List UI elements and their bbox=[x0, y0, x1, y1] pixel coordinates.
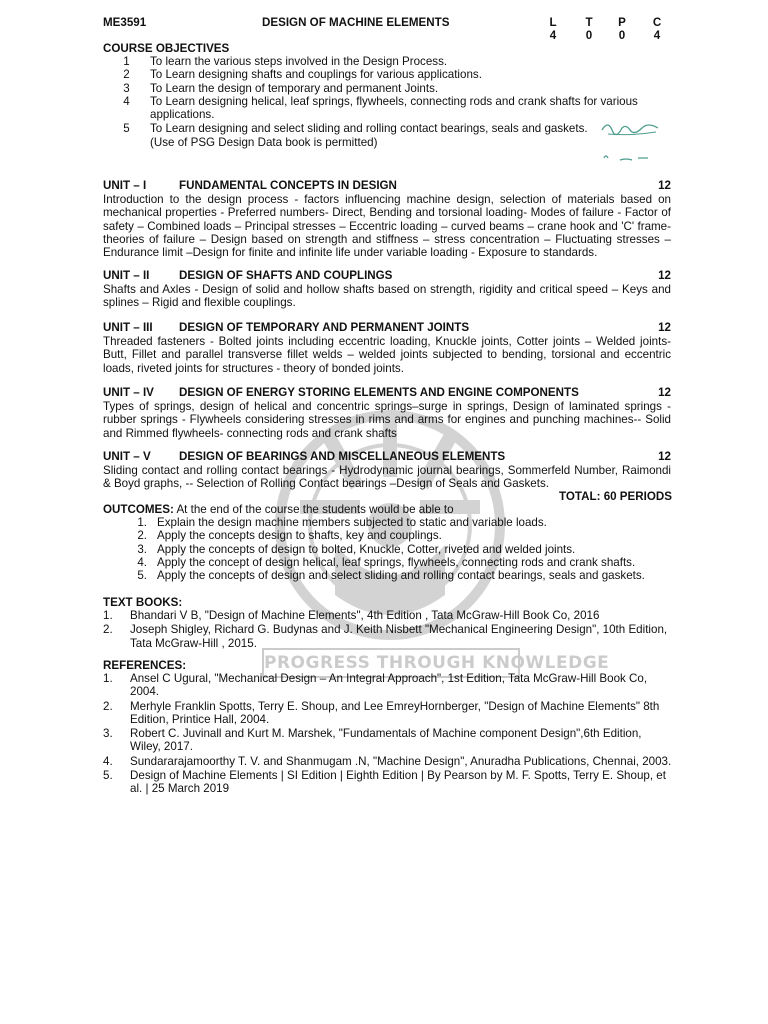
unit-title: DESIGN OF TEMPORARY AND PERMANENT JOINTS bbox=[179, 321, 470, 334]
unit-2 bbox=[103, 269, 671, 310]
unit-hours: 12 bbox=[658, 450, 671, 463]
outcomes-heading: OUTCOMES: bbox=[103, 503, 174, 516]
unit-hours: 12 bbox=[658, 321, 671, 334]
ltpc-label: T bbox=[585, 16, 593, 29]
list-item bbox=[103, 55, 663, 68]
objectives-list bbox=[103, 55, 663, 149]
ltpc-value: 4 bbox=[549, 29, 557, 42]
ltpc-c bbox=[650, 16, 664, 42]
references-list bbox=[103, 672, 673, 796]
item-number: 4 bbox=[123, 94, 130, 108]
ltpc-label: C bbox=[652, 16, 662, 29]
item-number: 2. bbox=[103, 699, 113, 713]
list-item bbox=[103, 122, 663, 135]
list-item bbox=[103, 543, 663, 556]
unit-number: UNIT – V bbox=[103, 450, 151, 463]
unit-hours: 12 bbox=[658, 386, 671, 399]
item-text: To Learn the design of temporary and permanent Joints. bbox=[150, 81, 439, 95]
objectives-note: (Use of PSG Design Data book is permitted) bbox=[150, 135, 378, 149]
item-number: 2. bbox=[137, 529, 147, 543]
ltpc-p bbox=[615, 16, 629, 42]
list-item bbox=[103, 82, 663, 95]
ltpc-value: 4 bbox=[653, 29, 661, 42]
ltpc-value: 0 bbox=[618, 29, 626, 42]
item-text: Apply the concepts of design and select sliding and rolling contact bearings, seals and gaskets. bbox=[157, 569, 645, 583]
item-text: Bhandari V B, "Design of Machine Elements", 4th Edition , Tata McGraw-Hill Book Co, 2016 bbox=[130, 609, 600, 622]
outcomes-list bbox=[103, 516, 663, 582]
unit-content: Introduction to the design process - factors influencing machine design, selection of materials based on mechanical properties - Preferred numbers- Direct, Bending and torsional loading- Modes of failure - Factor of safety – Combined loads – Principal stresses – Eccentric loading – curved beams – crane hook and 'C' frame- theories of failure – Design based on strength and stiffness – stress concentration – Fluctuating stresses – Endurance limit –Design for finite and infinite life under variable loading - Exposure to standards. bbox=[103, 193, 671, 260]
item-text: Joseph Shigley, Richard G. Budynas and J. Keith Nisbett "Mechanical Engineering Design", 10th Edition, Tata McGraw-Hill , 2015. bbox=[130, 623, 668, 650]
item-number: 5. bbox=[137, 569, 147, 583]
item-text: Robert C. Juvinall and Kurt M. Marshek, "Fundamentals of Machine component Design",6th Edition, Wiley, 2017. bbox=[130, 727, 642, 754]
item-number: 3. bbox=[103, 727, 113, 741]
item-text: Explain the design machine members subjected to static and variable loads. bbox=[157, 516, 547, 529]
ltpc-l bbox=[546, 16, 560, 42]
objectives-heading: COURSE OBJECTIVES bbox=[103, 42, 230, 55]
item-number: 1. bbox=[137, 516, 147, 529]
item-text: Apply the concepts of design to bolted, Knuckle, Cotter, riveted and welded joints. bbox=[157, 542, 576, 556]
unit-1 bbox=[103, 179, 671, 259]
unit-hours: 12 bbox=[658, 269, 671, 282]
list-item bbox=[103, 516, 663, 529]
item-text: To learn the various steps involved in the Design Process. bbox=[150, 55, 448, 68]
ltpc-label: P bbox=[618, 16, 626, 29]
text-books-list bbox=[103, 609, 673, 650]
list-item bbox=[103, 556, 663, 569]
list-item bbox=[103, 529, 663, 542]
unit-content: Shafts and Axles - Design of solid and hollow shafts based on strength, rigidity and critical speed – Keys and splines – Rigid and flexible couplings. bbox=[103, 283, 671, 310]
course-code: ME3591 bbox=[103, 16, 147, 29]
list-item bbox=[103, 609, 673, 622]
item-text: Design of Machine Elements | SI Edition | Eighth Edition | By Pearson by M. F. Spotts, Terry E. Shoup, et al. | 25 March 2019 bbox=[130, 769, 666, 796]
item-text: To Learn designing shafts and couplings for various applications. bbox=[150, 68, 482, 82]
unit-3 bbox=[103, 321, 671, 375]
list-item bbox=[103, 623, 673, 650]
unit-content: Threaded fasteners - Bolted joints including eccentric loading, Knuckle joints, Cotter joints – Welded joints- Butt, Fillet and parallel transverse fillet welds – welded joints subjected to bending, torsional and eccentric loads, riveted joints for structures - theory of bonded joints. bbox=[103, 335, 671, 375]
item-number: 4. bbox=[137, 555, 147, 569]
outcomes-intro bbox=[103, 503, 663, 516]
text-books-heading: TEXT BOOKS: bbox=[103, 596, 183, 609]
unit-title: DESIGN OF SHAFTS AND COUPLINGS bbox=[179, 269, 393, 282]
ltpc-value: 0 bbox=[585, 29, 593, 42]
total-periods: TOTAL: 60 PERIODS bbox=[559, 490, 672, 503]
item-text: Sundararajamoorthy T. V. and Shanmugam .N, "Machine Design", Anuradha Publications, Chennai, 2003. bbox=[130, 754, 672, 768]
item-number: 1 bbox=[123, 55, 130, 68]
unit-heading bbox=[103, 179, 671, 193]
unit-title: FUNDAMENTAL CONCEPTS IN DESIGN bbox=[179, 179, 397, 192]
item-number: 4. bbox=[103, 754, 113, 768]
item-text: Ansel C Ugural, "Mechanical Design – An Integral Approach", 1st Edition, Tata McGraw-Hill Book Co, 2004. bbox=[130, 672, 648, 699]
course-title: DESIGN OF MACHINE ELEMENTS bbox=[262, 16, 450, 29]
item-number: 3. bbox=[137, 542, 147, 556]
item-number: 2 bbox=[123, 68, 130, 82]
watermark-motto: PROGRESS THROUGH KNOWLEDGE bbox=[262, 648, 520, 678]
unit-title: DESIGN OF BEARINGS AND MISCELLANEOUS ELEMENTS bbox=[179, 450, 506, 463]
item-text: Merhyle Franklin Spotts, Terry E. Shoup, and Lee EmreyHornberger, "Design of Machine Elements" 8th Edition, Printice Hall, 2004. bbox=[130, 699, 660, 726]
item-text: To Learn designing helical, leaf springs, flywheels, connecting rods and crank shafts for various applications. bbox=[150, 94, 638, 122]
unit-content: Types of springs, design of helical and concentric springs–surge in springs, Design of laminated springs - rubber springs - Flywheels considering stresses in rims and arms for engines and punching machines-- Solid and Rimmed flywheels- connecting rods and crank shafts bbox=[103, 400, 671, 440]
references-heading: REFERENCES: bbox=[103, 659, 187, 672]
unit-heading bbox=[103, 321, 671, 335]
item-number: 1. bbox=[103, 609, 113, 622]
item-number: 5 bbox=[123, 122, 130, 136]
list-item bbox=[103, 769, 673, 796]
outcomes-intro-text: At the end of the course the students would be able to bbox=[173, 503, 454, 516]
list-item bbox=[103, 95, 663, 122]
unit-heading bbox=[103, 386, 671, 400]
list-item bbox=[103, 727, 673, 754]
unit-number: UNIT – II bbox=[103, 269, 150, 282]
item-text: To Learn designing and select sliding and rolling contact bearings, seals and gaskets. bbox=[150, 122, 588, 136]
unit-5 bbox=[103, 450, 671, 491]
item-number: 5. bbox=[103, 769, 113, 783]
ltpc-label: L bbox=[549, 16, 557, 29]
unit-number: UNIT – III bbox=[103, 321, 153, 334]
unit-4 bbox=[103, 386, 671, 440]
unit-heading bbox=[103, 450, 671, 464]
item-text: Apply the concepts design to shafts, key and couplings. bbox=[157, 529, 442, 543]
item-number: 2. bbox=[103, 623, 113, 637]
list-item bbox=[103, 755, 673, 768]
unit-heading bbox=[103, 269, 671, 283]
list-item bbox=[103, 68, 663, 81]
list-item bbox=[103, 569, 663, 582]
list-item bbox=[103, 672, 673, 699]
ltpc-t bbox=[582, 16, 596, 42]
unit-title: DESIGN OF ENERGY STORING ELEMENTS AND ENGINE COMPONENTS bbox=[179, 386, 579, 399]
item-number: 3 bbox=[123, 81, 130, 95]
unit-number: UNIT – IV bbox=[103, 386, 154, 399]
unit-content: Sliding contact and rolling contact bearings - Hydrodynamic journal bearings, Sommerfeld Number, Raimondi & Boyd graphs, -- Selection of Rolling Contact bearings –Design of Seals and Gaskets. bbox=[103, 464, 671, 491]
unit-number: UNIT – I bbox=[103, 179, 147, 192]
unit-hours: 12 bbox=[658, 179, 671, 192]
item-number: 1. bbox=[103, 672, 113, 685]
list-item bbox=[103, 700, 673, 727]
item-text: Apply the concept of design helical, leaf springs, flywheels, connecting rods and crank shafts. bbox=[157, 555, 636, 569]
